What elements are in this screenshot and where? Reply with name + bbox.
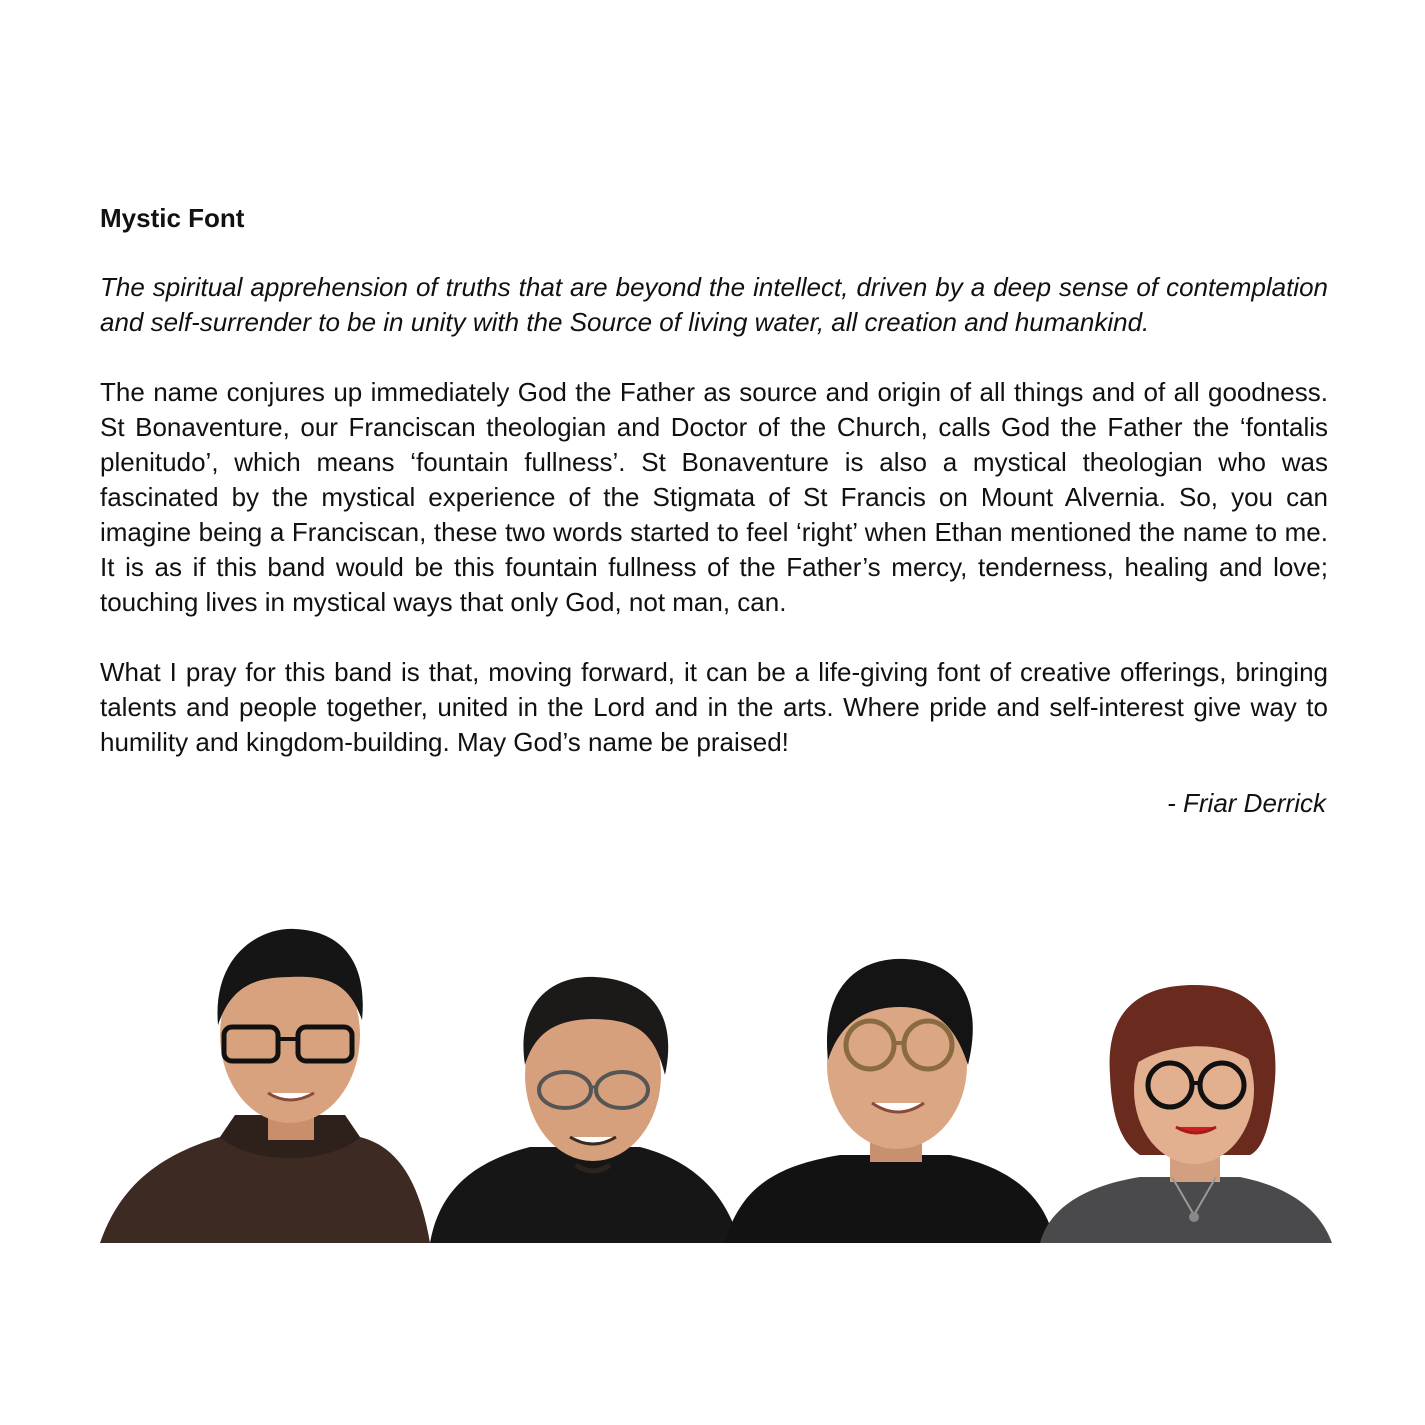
page-title: Mystic Font <box>100 203 245 233</box>
definition-text: The spiritual apprehension of truths that are beyond the intellect, driven by a deep sense of contemplation and self-surrender to be in unity with the Source of living water, all creation and humankind. <box>100 272 1328 337</box>
portrait-man-slicked-hair-icon <box>430 977 740 1243</box>
band-photo <box>100 915 1332 1245</box>
portrait-friar-icon <box>100 929 430 1243</box>
signature: - Friar Derrick <box>1167 788 1326 818</box>
portrait-man-round-glasses-icon <box>725 959 1055 1243</box>
article <box>100 200 1328 821</box>
portrait-woman-red-hair-icon <box>1040 985 1332 1243</box>
body-paragraph-2: What I pray for this band is that, moving forward, it can be a life-giving font of creative offerings, bringing talents and people together, united in the Lord and in the arts. Where pride and self-interest give way to humility and kingdom-building. May God’s name be praised! <box>100 657 1328 757</box>
body-paragraph-1: The name conjures up immediately God the Father as source and origin of all things and of all goodness. St Bonaventure, our Franciscan theologian and Doctor of the Church, calls God the Father the ‘fontalis plenitudo’, which means ‘fountain fullness’. St Bonaventure is also a mystical theologian who was fascinated by the mystical experience of the Stigmata of St Francis on Mount Alvernia. So, you can imagine being a Franciscan, these two words started to feel ‘right’ when Ethan mentioned the name to me. It is as if this band would be this fountain fullness of the Father’s mercy, tenderness, healing and love; touching lives in mystical ways that only God, not man, can. <box>100 377 1328 617</box>
